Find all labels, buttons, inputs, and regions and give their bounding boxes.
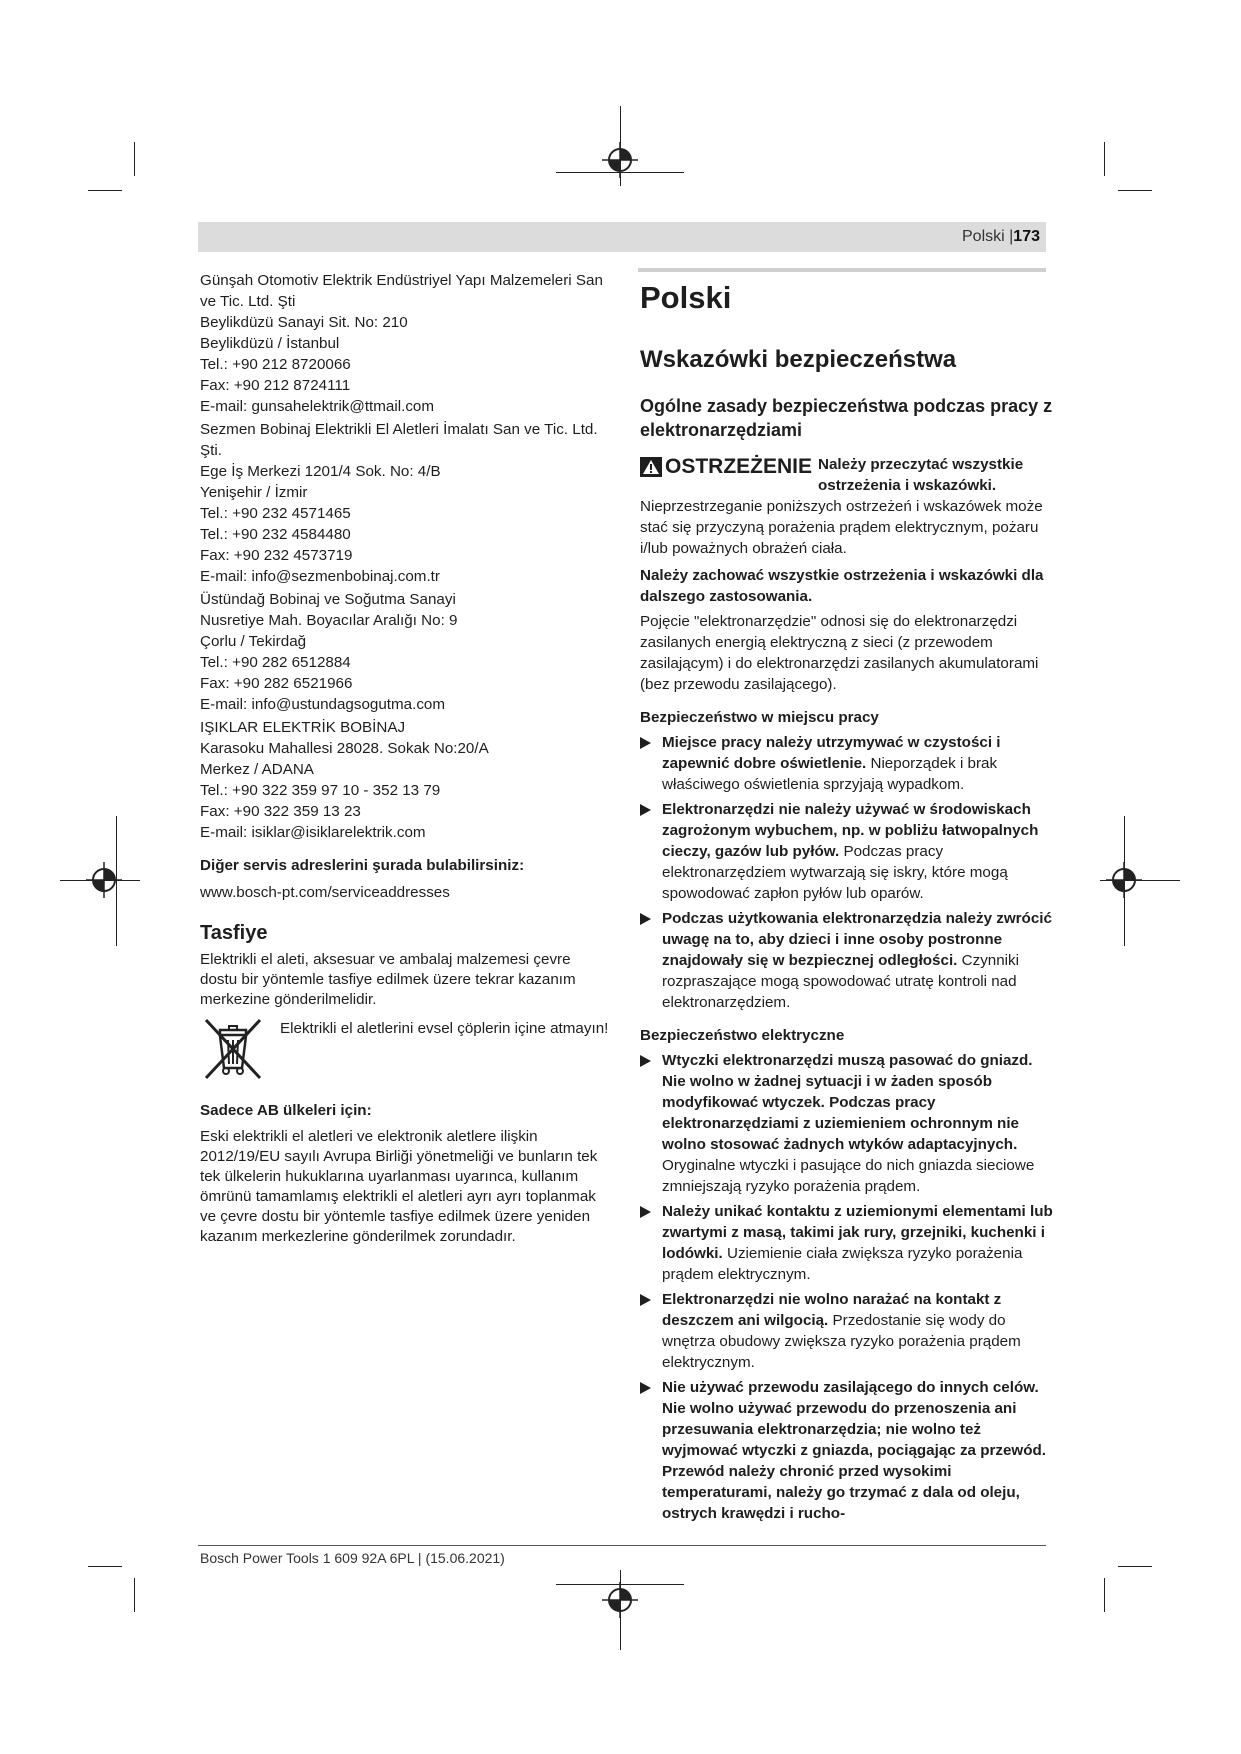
- crop-mark: [88, 1566, 122, 1567]
- address-line: Merkez / ADANA: [200, 761, 314, 778]
- list-item: [640, 732, 1054, 795]
- footer-text: Bosch Power Tools 1 609 92A 6PL | (15.06.2021): [200, 1550, 505, 1566]
- address-line: Tel.: +90 282 6512884: [200, 654, 351, 671]
- address-email: E-mail: info@ustundagsogutma.com: [200, 696, 446, 713]
- eu-text: Eski elektrikli el aletleri ve elektronik aletlere ilişkin 2012/19/EU sayılı Avrupa Birliği yönetmeliği ve bunların tek tek ülkelerin hukuklarına uyarlanması uyarınca, kullanım ömrünü tamamlamış elektrikli el aletleri ayrı ayrı toplanmak ve çevre dostu bir yöntemle tasfiye edilmek üzere yeniden kazanım merkezlerine gönderilmek zorundadır.: [200, 1128, 598, 1245]
- bullet-triangle-icon: [640, 1382, 651, 1394]
- list-item: [640, 1377, 1054, 1524]
- address-line: Nusretiye Mah. Boyacılar Aralığı No: 9: [200, 612, 458, 629]
- list-item: [640, 908, 1054, 1013]
- address-line: Tel.: +90 232 4571465: [200, 505, 351, 522]
- item-bold: Elektronarzędzi nie należy używać w środowiskach zagrożonym wybuchem, np. w pobliżu łatwopalnych cieczy, gazów lub pyłów.: [662, 801, 1039, 860]
- item-text: Uziemienie ciała zwiększa ryzyko porażenia prądem elektrycznym.: [662, 1245, 1023, 1283]
- item-bold: Wtyczki elektronarzędzi muszą pasować do gniazd. Nie wolno w żadnej sytuacji i w żaden sposób modyfikować wtyczek. Podczas pracy elektronarzędziami z uziemieniem ochronnym nie wolno stosować żadnych wtyków adaptacyjnych.: [662, 1052, 1033, 1153]
- address-line: Fax: +90 322 359 13 23: [200, 803, 361, 820]
- address-line: Fax: +90 232 4573719: [200, 547, 353, 564]
- page-header: [962, 228, 1040, 246]
- crop-mark: [88, 190, 122, 191]
- registration-mark-icon: [600, 140, 640, 180]
- address-email: E-mail: gunsahelektrik@ttmail.com: [200, 398, 435, 415]
- address-line: Ege İş Merkezi 1201/4 Sok. No: 4/B: [200, 463, 441, 480]
- electrical-list: [640, 1050, 1054, 1524]
- crop-mark: [1118, 1566, 1152, 1567]
- right-column: [640, 278, 1054, 1528]
- address-line: Yenişehir / İzmir: [200, 484, 308, 501]
- item-text: Przedostanie się wody do wnętrza obudowy zwiększa ryzyko porażenia prądem elektrycznym.: [662, 1312, 1021, 1371]
- address-line: Tel.: +90 322 359 97 10 - 352 13 79: [200, 782, 441, 799]
- address-line: Günşah Otomotiv Elektrik Endüstriyel Yapı Malzemeleri San: [200, 272, 603, 289]
- header-bar: [638, 268, 1046, 272]
- address-block: [200, 589, 610, 715]
- warning-paragraph: [640, 454, 1054, 559]
- warning-word: OSTRZEŻENIE: [665, 455, 813, 478]
- service-url: www.bosch-pt.com/serviceaddresses: [200, 884, 450, 901]
- address-line: Üstündağ Bobinaj ve Soğutma Sanayi: [200, 591, 456, 608]
- tasfiye-text: Elektrikli el aleti, aksesuar ve ambalaj malzemesi çevre dostu bir yöntemle tasfiye edilmek üzere tekrar kazanım merkezine gönderilmelidir.: [200, 951, 576, 1008]
- section-title: Wskazówki bezpieczeństwa: [640, 346, 957, 373]
- warning-text: Nieprzestrzeganie poniższych ostrzeżeń i wskazówek może stać się przyczyną porażenia prądem elektrycznym, pożaru i/lub poważnych obrażeń ciała.: [640, 498, 1043, 557]
- address-line: Tel.: +90 232 4584480: [200, 526, 351, 543]
- header-language: Polski: [962, 228, 1005, 245]
- registration-mark-icon: [84, 860, 124, 900]
- address-email: E-mail: isiklar@isiklarelektrik.com: [200, 824, 426, 841]
- workplace-heading: Bezpieczeństwo w miejscu pracy: [640, 709, 879, 726]
- bullet-triangle-icon: [640, 1294, 651, 1306]
- address-block: [200, 419, 610, 587]
- weee-text: Elektrikli el aletlerini evsel çöplerin içine atmayın!: [280, 1020, 609, 1037]
- list-item: [640, 1201, 1054, 1285]
- crop-mark: [134, 1578, 135, 1612]
- address-block: [200, 270, 610, 417]
- item-bold: Elektronarzędzi nie wolno narażać na kontakt z deszczem ani wilgocią.: [662, 1291, 1002, 1329]
- item-bold: Należy unikać kontaktu z uziemionymi elementami lub zwartymi z masą, takimi jak rury, grzejniki, kuchenki i lodówki.: [662, 1203, 1053, 1262]
- crop-mark: [134, 142, 135, 176]
- address-line: IŞIKLAR ELEKTRİK BOBİNAJ: [200, 719, 406, 736]
- address-line: Karasoku Mahallesi 28028. Sokak No:20/A: [200, 740, 489, 757]
- bullet-triangle-icon: [640, 737, 651, 749]
- address-line: Fax: +90 212 8724111: [200, 377, 351, 394]
- item-bold: Nie używać przewodu zasilającego do innych celów. Nie wolno używać przewodu do przenoszenia ani przesuwania elektronarzędzia; nie wolno też wyjmować wtyczki z gniazda, pociągając za przewód. Przewód należy chronić przed wysokimi temperaturami, należy go trzymać z dala od oleju, ostrych krawędzi i rucho-: [662, 1379, 1047, 1522]
- tasfiye-heading: Tasfiye: [200, 922, 268, 944]
- workplace-list: [640, 732, 1054, 1013]
- crossed-out-bin-icon: [200, 1016, 266, 1082]
- header-separator: |: [1009, 228, 1014, 245]
- address-line: Beylikdüzü Sanayi Sit. No: 210: [200, 314, 408, 331]
- address-line: Sezmen Bobinaj Elektrikli El Aletleri İmalatı San ve Tic. Ltd.: [200, 421, 598, 438]
- address-email: E-mail: info@sezmenbobinaj.com.tr: [200, 568, 440, 585]
- bullet-triangle-icon: [640, 804, 651, 816]
- bullet-triangle-icon: [640, 1055, 651, 1067]
- item-text: Podczas pracy elektronarzędziem wytwarzają się iskry, które mogą spowodować zapłon pyłów lub oparów.: [662, 843, 1008, 902]
- registration-mark-icon: [600, 1580, 640, 1620]
- warning-bold: Należy przeczytać wszystkie ostrzeżenia i wskazówki.: [818, 456, 1024, 494]
- footer-rule: [198, 1545, 1046, 1546]
- address-line: Çorlu / Tekirdağ: [200, 633, 307, 650]
- crop-mark: [1104, 1578, 1105, 1612]
- bullet-triangle-icon: [640, 913, 651, 925]
- list-item: [640, 1050, 1054, 1197]
- address-line: Tel.: +90 212 8720066: [200, 356, 351, 373]
- item-text: Oryginalne wtyczki i pasujące do nich gniazda sieciowe zmniejszają ryzyko porażenia prądem.: [662, 1157, 1035, 1195]
- registration-mark-icon: [1104, 860, 1144, 900]
- header-band: [198, 222, 1046, 252]
- list-item: [640, 1289, 1054, 1373]
- address-line: Şti.: [200, 442, 222, 459]
- page-title: Polski: [640, 280, 732, 315]
- eu-heading: Sadece AB ülkeleri için:: [200, 1102, 372, 1119]
- weee-notice: [200, 1016, 610, 1082]
- service-heading: Diğer servis adreslerini şurada bulabilirsiniz:: [200, 857, 525, 874]
- crop-mark: [1118, 190, 1152, 191]
- address-line: Fax: +90 282 6521966: [200, 675, 353, 692]
- keep-instructions: Należy zachować wszystkie ostrzeżenia i wskazówki dla dalszego zastosowania.: [640, 567, 1044, 605]
- item-bold: Podczas użytkowania elektronarzędzia należy zwrócić uwagę na to, aby dzieci i inne osoby postronne znajdowały się w bezpiecznej odległości.: [662, 910, 1052, 969]
- electrical-heading: Bezpieczeństwo elektryczne: [640, 1027, 845, 1044]
- left-column: [200, 270, 610, 1247]
- address-block: [200, 717, 610, 843]
- item-bold: Miejsce pracy należy utrzymywać w czystości i zapewnić dobre oświetlenie.: [662, 734, 1001, 772]
- list-item: [640, 799, 1054, 904]
- address-line: ve Tic. Ltd. Şti: [200, 293, 296, 310]
- subsection-title: Ogólne zasady bezpieczeństwa podczas pracy z elektronarzędziami: [640, 396, 1053, 440]
- page-number: 173: [1013, 228, 1040, 245]
- warning-label: [640, 454, 812, 480]
- bullet-triangle-icon: [640, 1206, 651, 1218]
- warning-triangle-icon: [640, 457, 662, 477]
- item-text: Nieporządek i brak właściwego oświetlenia sprzyjają wypadkom.: [662, 755, 998, 793]
- crop-mark: [1104, 142, 1105, 176]
- item-text: Czynniki rozpraszające mogą spowodować utratę kontroli nad elektronarzędziem.: [662, 952, 1020, 1011]
- definition-text: Pojęcie "elektronarzędzie" odnosi się do elektronarzędzi zasilanych energią elektryczną z sieci (z przewodem zasilającym) i do elektronarzędzi zasilanych akumulatorami (bez przewodu zasilającego).: [640, 613, 1039, 693]
- address-line: Beylikdüzü / İstanbul: [200, 335, 340, 352]
